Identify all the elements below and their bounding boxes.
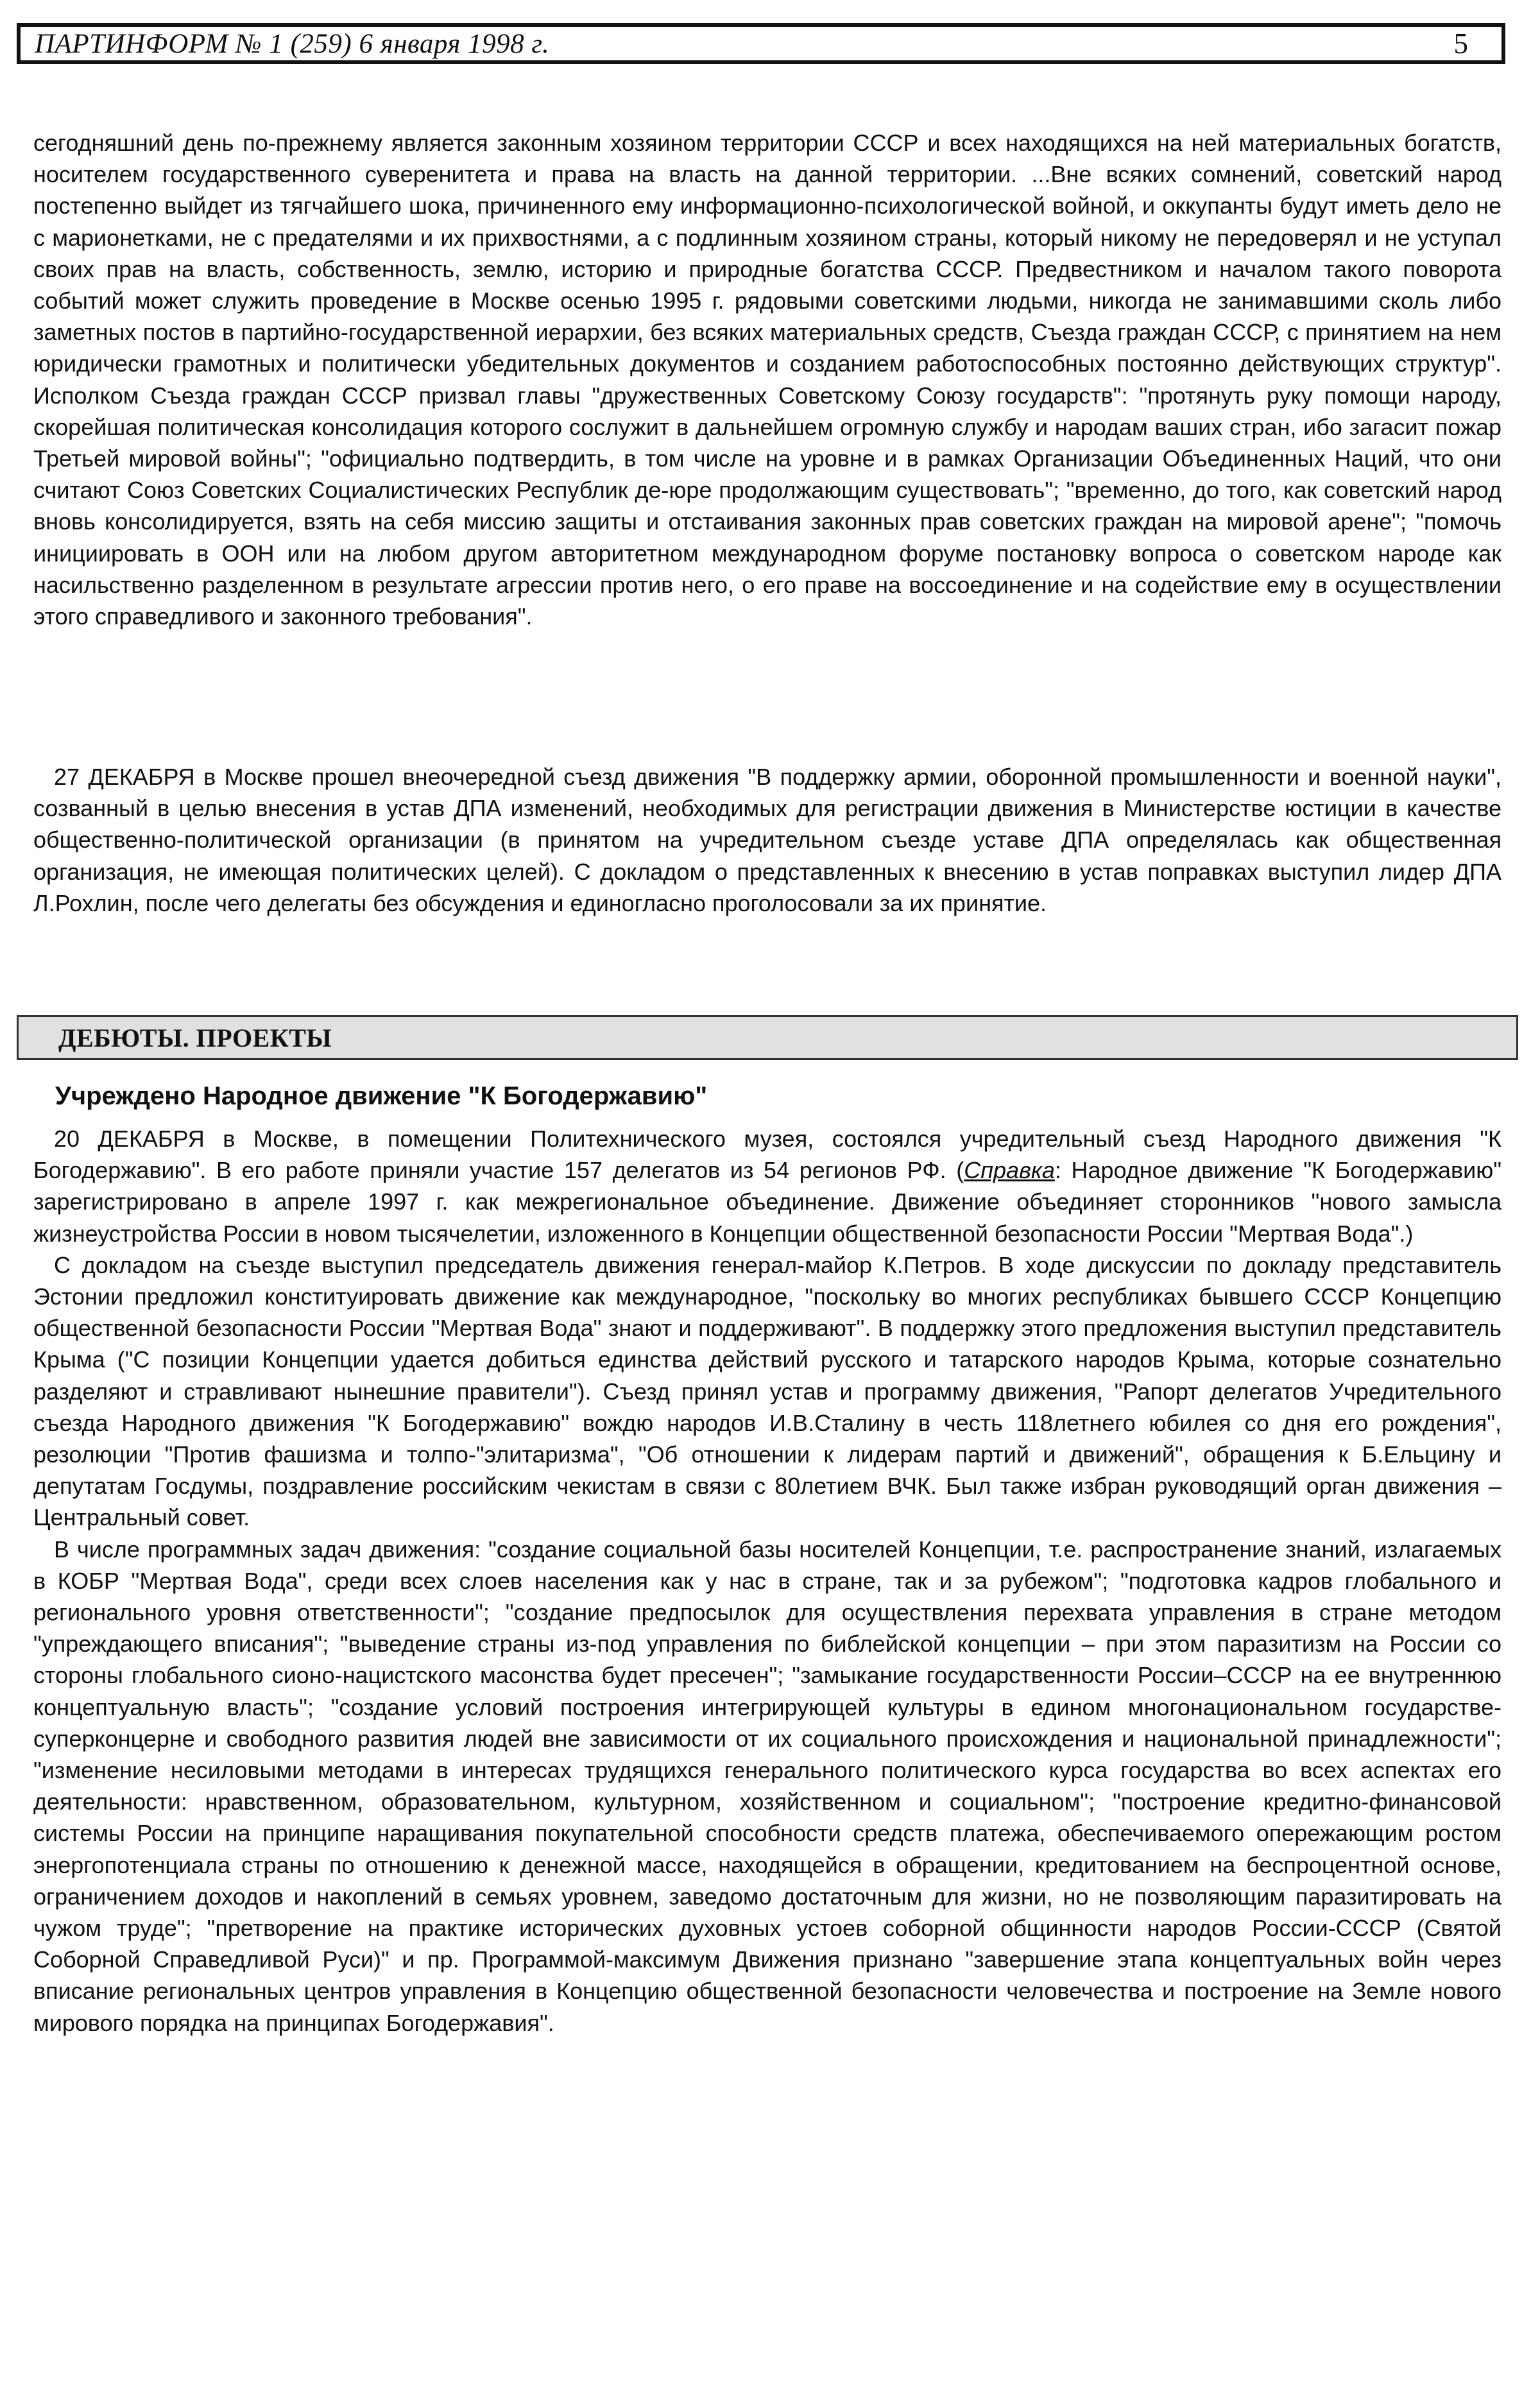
article-title: Учреждено Народное движение "К Богодержавию"	[55, 1082, 708, 1110]
news-item	[33, 761, 1502, 919]
article-paragraph-3: В числе программных задач движения: "создание социальной базы носителей Концепции, т.е. распространение знаний, излагаемых в КОБР "Мертвая Вода", среди всех слоев населения как у нас в стране, так и за рубежом"; "подготовка кадров глобального и регионального уровня ответственности"; "создание предпосылок для осуществления перехвата управления в стране методом "упреждающего вписания"; "выведение страны из-под управления по библейской концепции – при этом паразитизм на России со стороны глобального сионо-нацистского масонства будет пресечен"; "замыкание государственности России–СССР на ее внутреннюю концептуальную власть"; "создание условий построения интегрирующей культуры в едином многонациональном государстве-суперконцерне и свободного развития людей вне зависимости от их социального происхождения и национальной принадлежности"; "изменение несиловыми методами в интересах трудящихся генерального политического курса государства во всех аспектах его деятельности: нравственном, образовательном, культурном, хозяйственном и социальном"; "построение кредитно-финансовой системы России на принципе наращивания покупательной способности средств платежа, обеспечиваемого опережающим ростом энергопотенциала страны по отношению к денежной массе, находящейся в обращении, кредитованием на беспроцентной основе, ограничением доходов и накоплений в семьях уровнем, заведомо достаточным для жизни, но не позволяющим паразитировать на чужом труде"; "претворение на практике исторических духовных устоев соборной общинности народов России-СССР (Святой Соборной Справедливой Руси)" и пр. Программой-максимум Движения признано "завершение этапа концептуальных войн через вписание региональных центров управления в Концепцию общественной безопасности человечества и построение на Земле нового мирового порядка на принципах Богодержавия".	[33, 1536, 1502, 2036]
page-number: 5	[1453, 28, 1468, 60]
continued-article-text	[33, 127, 1502, 632]
section-title: ДЕБЮТЫ. ПРОЕКТЫ	[58, 1023, 332, 1052]
article-body	[33, 1123, 1502, 2039]
section-header	[17, 1015, 1518, 1060]
paragraph-text: : Народное движение "К Богодержавию" зарегистрировано в апреле 1997 г. как межрегиональное объединение. Движение объединяет сторонников "нового замысла жизнеустройства России в новом тысячелетии, изложенного в Концепции общественной безопасности России "Мертвая Вода".)	[33, 1157, 1502, 1247]
page-header	[17, 23, 1505, 64]
article-paragraph-1	[33, 1123, 1502, 1249]
news-paragraph: 27 ДЕКАБРЯ в Москве прошел внеочередной съезд движения "В поддержку армии, оборонной промышленности и военной науки", созванный в целью внесения в устав ДПА изменений, необходимых для регистрации движения в Министерстве юстиции в качестве общественно-политической организации (в принятом на учредительном съезде уставе ДПА определялась как общественная организация, не имеющая политических целей). С докладом о представленных к внесению в устав поправках выступил лидер ДПА Л.Рохлин, после чего делегаты без обсуждения и единогласно проголосовали за их принятие.	[33, 764, 1502, 916]
paragraph-text: 20 ДЕКАБРЯ в Москве, в помещении Политехнического музея, состоялся учредительный съезд Народного движения "К Богодержавию". В его работе приняли участие 157 делегатов из 54 регионов РФ. (	[33, 1126, 1502, 1184]
reference-label: Справка	[964, 1157, 1055, 1184]
continued-paragraph: сегодняшний день по-прежнему является законным хозяином территории СССР и всех находящихся на ней материальных богатств, носителем государственного суверенитета и права на власть на данной территории. ...Вне всяких сомнений, советский народ постепенно выйдет из тягчайшего шока, причиненного ему информационно-психологической войной, и оккупанты будут иметь дело не с марионетками, не с предателями и их прихвостнями, а с подлинным хозяином страны, который никому не передоверял и не уступал своих прав на власть, собственность, землю, историю и природные богатства СССР. Предвестником и началом такого поворота событий может служить проведение в Москве осенью 1995 г. рядовыми советскими людьми, никогда не занимавшими сколь либо заметных постов в партийно-государственной иерархии, без всяких материальных средств, Съезда граждан СССР, с принятием на нем юридически грамотных и политически убедительных документов и созданием работоспособных постоянно действующих структур". Исполком Съезда граждан СССР призвал главы "дружественных Советскому Союзу государств": "протянуть руку помощи народу, скорейшая политическая консолидация которого сослужит в дальнейшем огромную службу и народам ваших стран, ибо загасит пожар Третьей мировой войны"; "официально подтвердить, в том числе на уровне и в рамках Организации Объединенных Наций, что они считают Союз Советских Социалистических Республик де-юре продолжающим существовать"; "временно, до того, как советский народ вновь консолидируется, взять на себя миссию защиты и отстаивания законных прав советских граждан на мировой арене"; "помочь инициировать в ООН или на любом другом авторитетном международном форуме постановку вопроса о советском народе как насильственно разделенном в результате агрессии против него, о его праве на воссоединение и на содействие ему в осуществлении этого справедливого и законного требования".	[33, 130, 1502, 630]
article-paragraph-2: С докладом на съезде выступил председатель движения генерал-майор К.Петров. В ходе дискуссии по докладу представитель Эстонии предложил конституировать движение как международное, "поскольку во многих республиках бывшего СССР Концепцию общественной безопасности России "Мертвая Вода" знают и поддерживают". В поддержку этого предложения выступил представитель Крыма ("С позиции Концепции удается добиться единства действий русского и татарского народов Крыма, которые сознательно разделяют и стравливают нынешние правители"). Съезд принял устав и программу движения, "Рапорт делегатов Учредительного съезда Народного движения "К Богодержавию" вождю народов И.В.Сталину в честь 118летнего юбилея со дня его рождения", резолюции "Против фашизма и толпо-"элитаризма", "Об отношении к лидерам партий и движений", обращения к Б.Ельцину и депутатам Госдумы, поздравление российским чекистам в связи с 80летием ВЧК. Был также избран руководящий орган движения – Центральный совет.	[33, 1251, 1502, 1531]
newspaper-title: ПАРТИНФОРМ № 1 (259) 6 января 1998 г.	[35, 28, 550, 59]
